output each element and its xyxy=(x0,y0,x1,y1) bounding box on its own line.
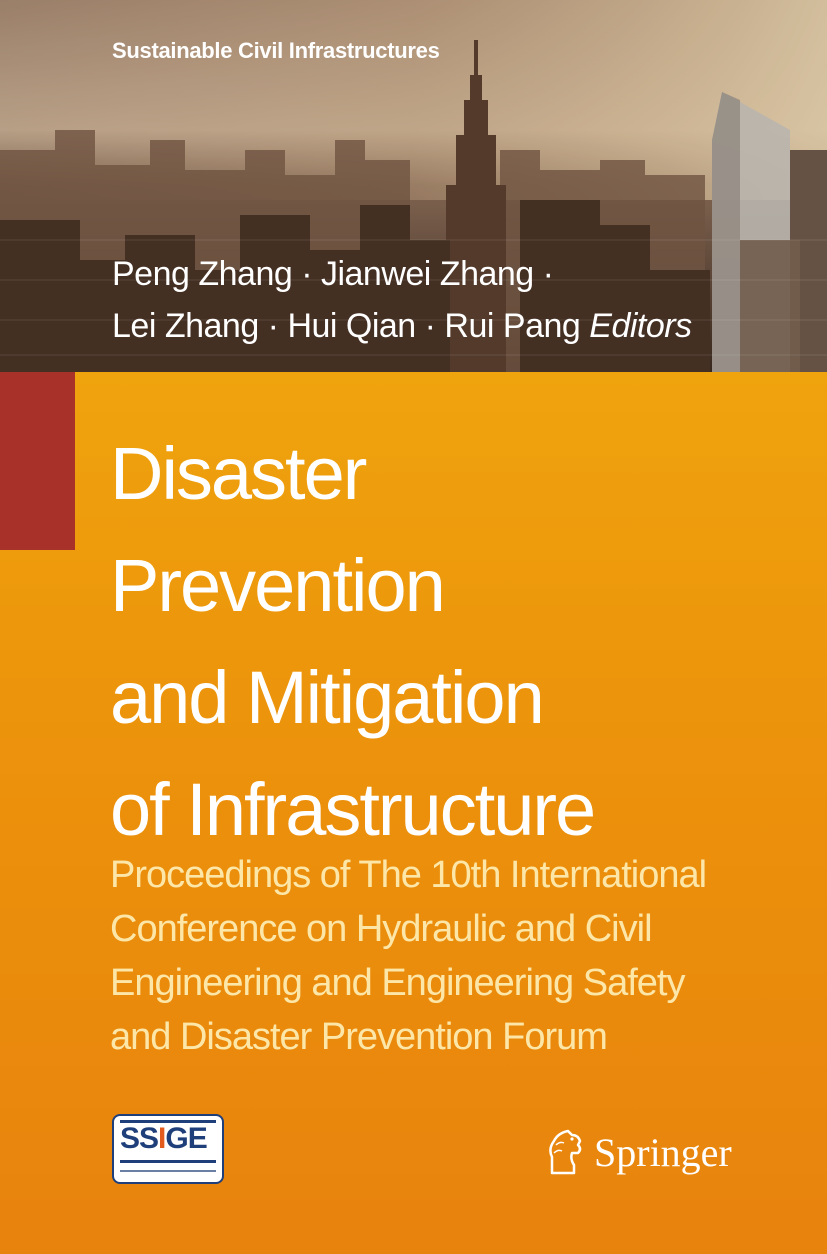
ssige-logo-mark: SSIGE xyxy=(120,1122,207,1155)
title-line: Disaster xyxy=(110,432,366,515)
subtitle-line: Conference on Hydraulic and Civil xyxy=(110,908,652,950)
editors-names: Lei Zhang · Hui Qian · Rui Pang xyxy=(112,307,581,345)
logo-rule xyxy=(120,1160,216,1163)
editors-line-2 xyxy=(112,300,692,352)
series-title: Sustainable Civil Infrastructures xyxy=(112,38,440,63)
springer-wordmark: Springer xyxy=(594,1129,732,1175)
title-line: Prevention xyxy=(110,544,444,627)
springer-horse-icon xyxy=(542,1127,586,1177)
subtitle-line: and Disaster Prevention Forum xyxy=(110,1016,607,1058)
editors-block xyxy=(112,248,692,352)
title-line: of Infrastructure xyxy=(110,768,595,851)
springer-logo xyxy=(542,1124,732,1180)
book-title xyxy=(110,418,800,866)
accent-tab xyxy=(0,372,75,550)
editors-line-1: Peng Zhang · Jianwei Zhang · xyxy=(112,255,554,293)
subtitle-line: Engineering and Engineering Safety xyxy=(110,962,685,1004)
book-subtitle xyxy=(110,848,800,1064)
logo-rule xyxy=(120,1170,216,1172)
title-line: and Mitigation xyxy=(110,656,543,739)
subtitle-line: Proceedings of The 10th International xyxy=(110,854,707,896)
ssige-logo xyxy=(112,1114,224,1184)
editors-role: Editors xyxy=(589,307,692,345)
